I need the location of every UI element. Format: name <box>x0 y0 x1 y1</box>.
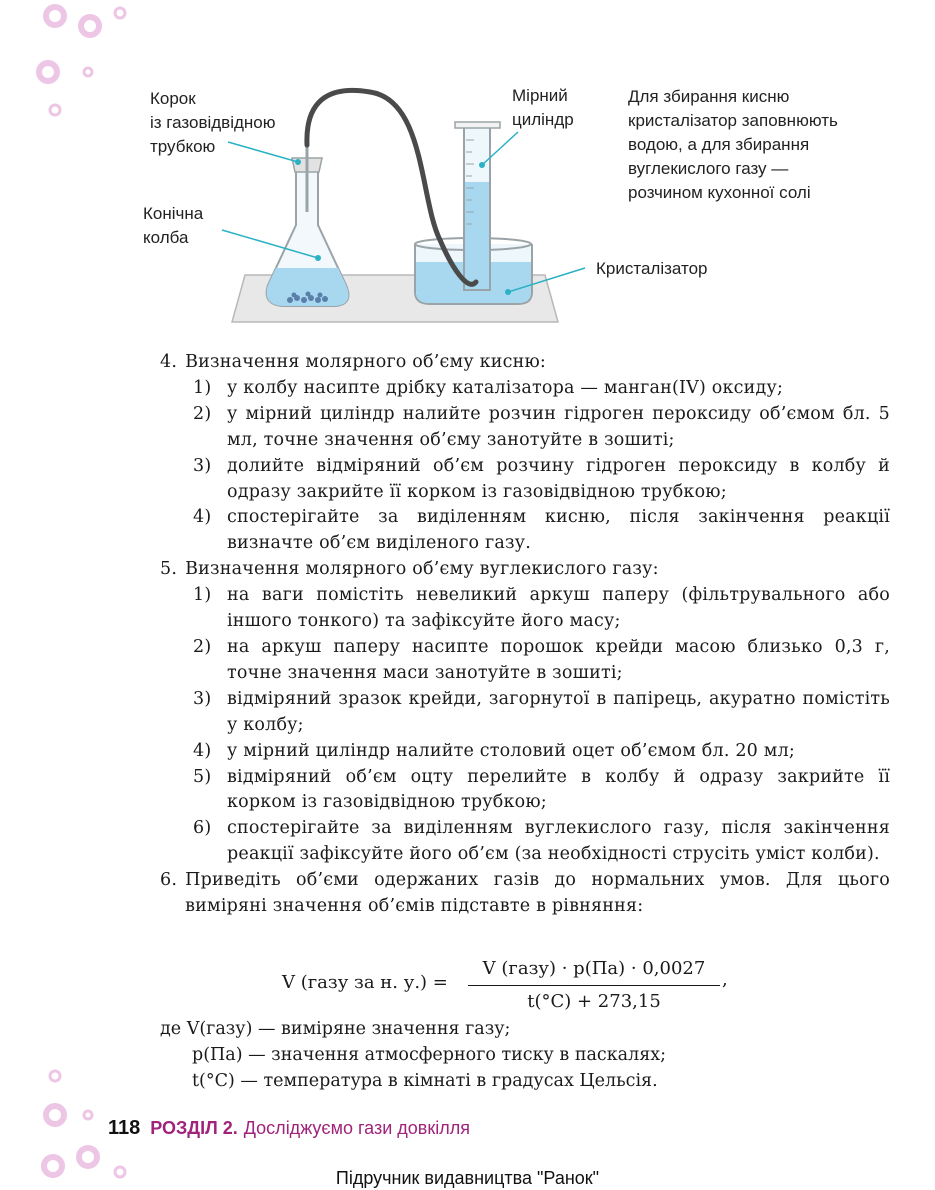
substep <box>193 687 890 739</box>
step-title: Визначення молярного об’єму вуглекислого газу: <box>185 559 659 580</box>
step <box>160 868 890 920</box>
fraction-bar <box>468 985 720 986</box>
substep-text: у мірний циліндр налийте розчин гідроген пероксиду об’ємом бл. 5 мл, точне значення об’єму занотуйте в зошиті; <box>227 403 890 450</box>
substep-number: 2) <box>193 636 212 657</box>
substep <box>193 765 890 817</box>
step-number: 6. <box>160 870 178 891</box>
step-title: Приведіть об’єми одержаних газів до нормальних умов. Для цього виміряні значення об’ємів підставте в рівняння: <box>185 870 890 917</box>
section-label: РОЗДІЛ 2. <box>150 1118 238 1138</box>
page-number: 118 <box>108 1117 141 1139</box>
conical-flask <box>267 140 349 306</box>
substep-text: на ваги помістіть невеликий аркуш паперу (фільтрувального або іншого тонкого) та зафіксуйте його масу; <box>227 585 890 632</box>
substep <box>193 402 890 454</box>
page-footer <box>108 1117 470 1140</box>
section-title: Досліджуємо гази довкілля <box>243 1118 470 1138</box>
formula-denominator: t(°C) + 273,15 <box>527 991 661 1013</box>
substep-text: на аркуш паперу насипте порошок крейди масою близько 0,3 г, точне значення маси занотуйте в зошиті; <box>227 636 890 683</box>
formula-lhs: V (газу за н. у.) = <box>282 972 448 993</box>
formula-fraction <box>468 955 720 1016</box>
definition-line: t(°C) — температура в кімнаті в градусах Цельсія. <box>192 1071 658 1091</box>
step-number: 5. <box>160 559 178 580</box>
substep-text: відміряний зразок крейди, загорнутої в папірець, акуратно помістіть у колбу; <box>227 688 890 735</box>
substep <box>193 505 890 557</box>
definition-line: p(Па) — значення атмосферного тиску в паскалях; <box>192 1045 667 1065</box>
formula-numerator: V (газу) · p(Па) · 0,0027 <box>482 958 706 979</box>
step <box>160 557 890 583</box>
substep-text: відміряний об’єм оцту перелийте в колбу й одразу закрийте її корком із газовідвідною трубкою; <box>227 766 890 813</box>
substep-number: 2) <box>193 403 212 424</box>
substep-number: 5) <box>193 766 212 787</box>
substep-number: 1) <box>193 585 212 606</box>
substep <box>193 816 890 868</box>
substep-number: 1) <box>193 377 212 398</box>
substep-number: 3) <box>193 688 212 709</box>
substep-number: 6) <box>193 818 212 839</box>
publisher-credit: Підручник видавництва "Ранок" <box>335 1168 600 1188</box>
substep <box>193 635 890 687</box>
substep-number: 4) <box>193 507 212 528</box>
substep-number: 4) <box>193 740 212 761</box>
substep <box>193 583 890 635</box>
label-cork: Корок із газовідвідною трубкою <box>150 89 276 156</box>
label-conical-flask: Конічна колба <box>143 204 204 247</box>
substep-text: у мірний циліндр налийте столовий оцет об’ємом бл. 20 мл; <box>227 740 795 761</box>
instructions <box>160 350 890 920</box>
definitions <box>160 1016 666 1094</box>
step-number: 4. <box>160 352 178 372</box>
definition-line: де V(газу) — виміряне значення газу; <box>160 1019 511 1039</box>
substep <box>193 454 890 506</box>
label-crystallizer: Кристалізатор <box>596 259 708 278</box>
substep-text: у колбу насипте дрібку каталізатора — манган(IV) оксиду; <box>227 377 784 398</box>
substep-number: 3) <box>193 455 212 476</box>
step-title: Визначення молярного об’єму кисню: <box>185 352 547 372</box>
figure-note: Для збирання кисню кристалізатор заповнюють водою, а для збирання вуглекислого газу — розчином кухонної солі <box>628 87 838 202</box>
substep-text: спостерігайте за виділенням вуглекислого газу, після закінчення реакції зафіксуйте його об’єм (за необхідності струсіть уміст колби). <box>227 818 890 865</box>
substep <box>193 739 890 765</box>
substep-text: спостерігайте за виділенням кисню, після закінчення реакції визначте об’єм виділеного газу. <box>227 507 890 554</box>
formula-trail: , <box>722 969 728 990</box>
substep <box>193 376 890 402</box>
substep-text: долийте відміряний об’єм розчину гідроген пероксиду в колбу й одразу закрийте її корком із газовідвідною трубкою; <box>227 455 890 502</box>
label-measuring-cylinder: Мірний циліндр <box>512 86 574 129</box>
step <box>160 350 890 376</box>
